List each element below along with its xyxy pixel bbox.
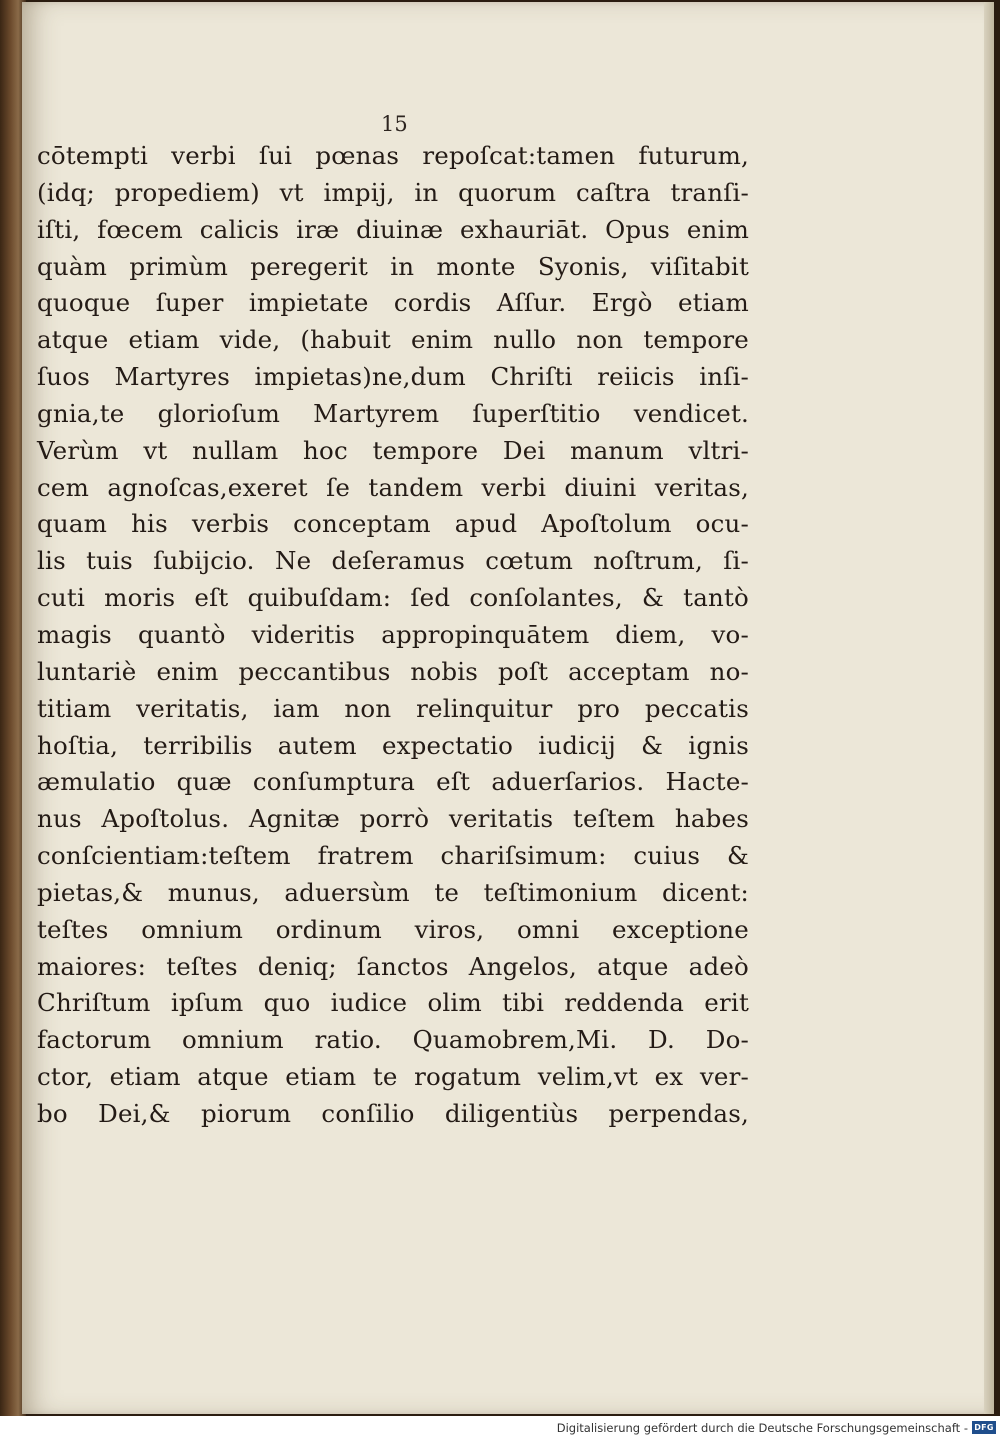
text-line: magis quantò videritis appropinquātem diem, vo- (37, 619, 749, 649)
text-line: Chriſtum ipſum quo iudice olim tibi reddenda erit (37, 988, 749, 1018)
text-line: cōtempti verbi ſui pœnas repoſcat:tamen futurum, (37, 141, 749, 170)
text-line: pietas,& munus, aduersùm te teſtimonium dicent: (37, 877, 749, 907)
digitization-footer (0, 1416, 1000, 1441)
text-line: quam his verbis conceptam apud Apoſtolum ocu- (37, 509, 749, 539)
text-line: æmulatio quæ conſumptura eſt aduerſarios. Hacte- (37, 767, 749, 797)
page-edge-shadow (984, 2, 994, 1414)
text-line: factorum omnium ratio. Quamobrem,Mi. D. Do- (37, 1025, 749, 1055)
text-line: hoſtia, terribilis autem expectatio iudicij & ignis (37, 730, 749, 760)
text-line: cem agnoſcas,exeret ſe tandem verbi diuini veritas, (37, 472, 749, 502)
text-line: ctor, etiam atque etiam te rogatum velim,vt ex ver- (37, 1062, 749, 1092)
text-line: titiam veritatis, iam non relinquitur pro peccatis (37, 693, 749, 723)
text-line: ſuos Martyres impietas)ne,dum Chriſti reiicis inſi- (37, 362, 749, 392)
text-line: iſti, fœcem calicis iræ diuinæ exhauriāt. Opus enim (37, 214, 749, 244)
text-line: conſcientiam:teſtem fratrem chariſsimum: cuius & (37, 841, 749, 871)
text-line: lis tuis ſubijcio. Ne deſeramus cœtum noſtrum, ſi- (37, 546, 749, 576)
page-number: 15 (381, 112, 408, 136)
text-line: quàm primùm peregerit in monte Syonis, viſitabit (37, 251, 749, 281)
text-line: atque etiam vide, (habuit enim nullo non tempore (37, 325, 749, 355)
footer-credit-text: Digitalisierung gefördert durch die Deutsche Forschungsgemeinschaft - (556, 1421, 968, 1435)
text-line: teſtes omnium ordinum viros, omni exceptione (37, 914, 749, 944)
dfg-logo[interactable]: DFG (972, 1421, 996, 1434)
text-line: cuti moris eſt quibuſdam: ſed conſolantes, & tantò (37, 583, 749, 613)
text-line: bo Dei,& piorum conſilio diligentiùs perpendas, (37, 1098, 749, 1128)
text-line: Verùm vt nullam hoc tempore Dei manum vltri- (37, 435, 749, 465)
page-text-block (37, 138, 749, 1133)
text-line: quoque ſuper impietate cordis Aſſur. Ergò etiam (37, 288, 749, 318)
text-line: luntariè enim peccantibus nobis poſt acceptam no- (37, 656, 749, 686)
text-line: nus Apoſtolus. Agnitæ porrò veritatis teſtem habes (37, 804, 749, 834)
text-line: (idq; propediem) vt impij, in quorum caſtra tranſi- (37, 177, 749, 207)
text-line: gnia,te glorioſum Martyrem ſuperſtitio vendicet. (37, 398, 749, 428)
text-line: maiores: teſtes deniq; ſanctos Angelos, atque adeò (37, 951, 749, 981)
